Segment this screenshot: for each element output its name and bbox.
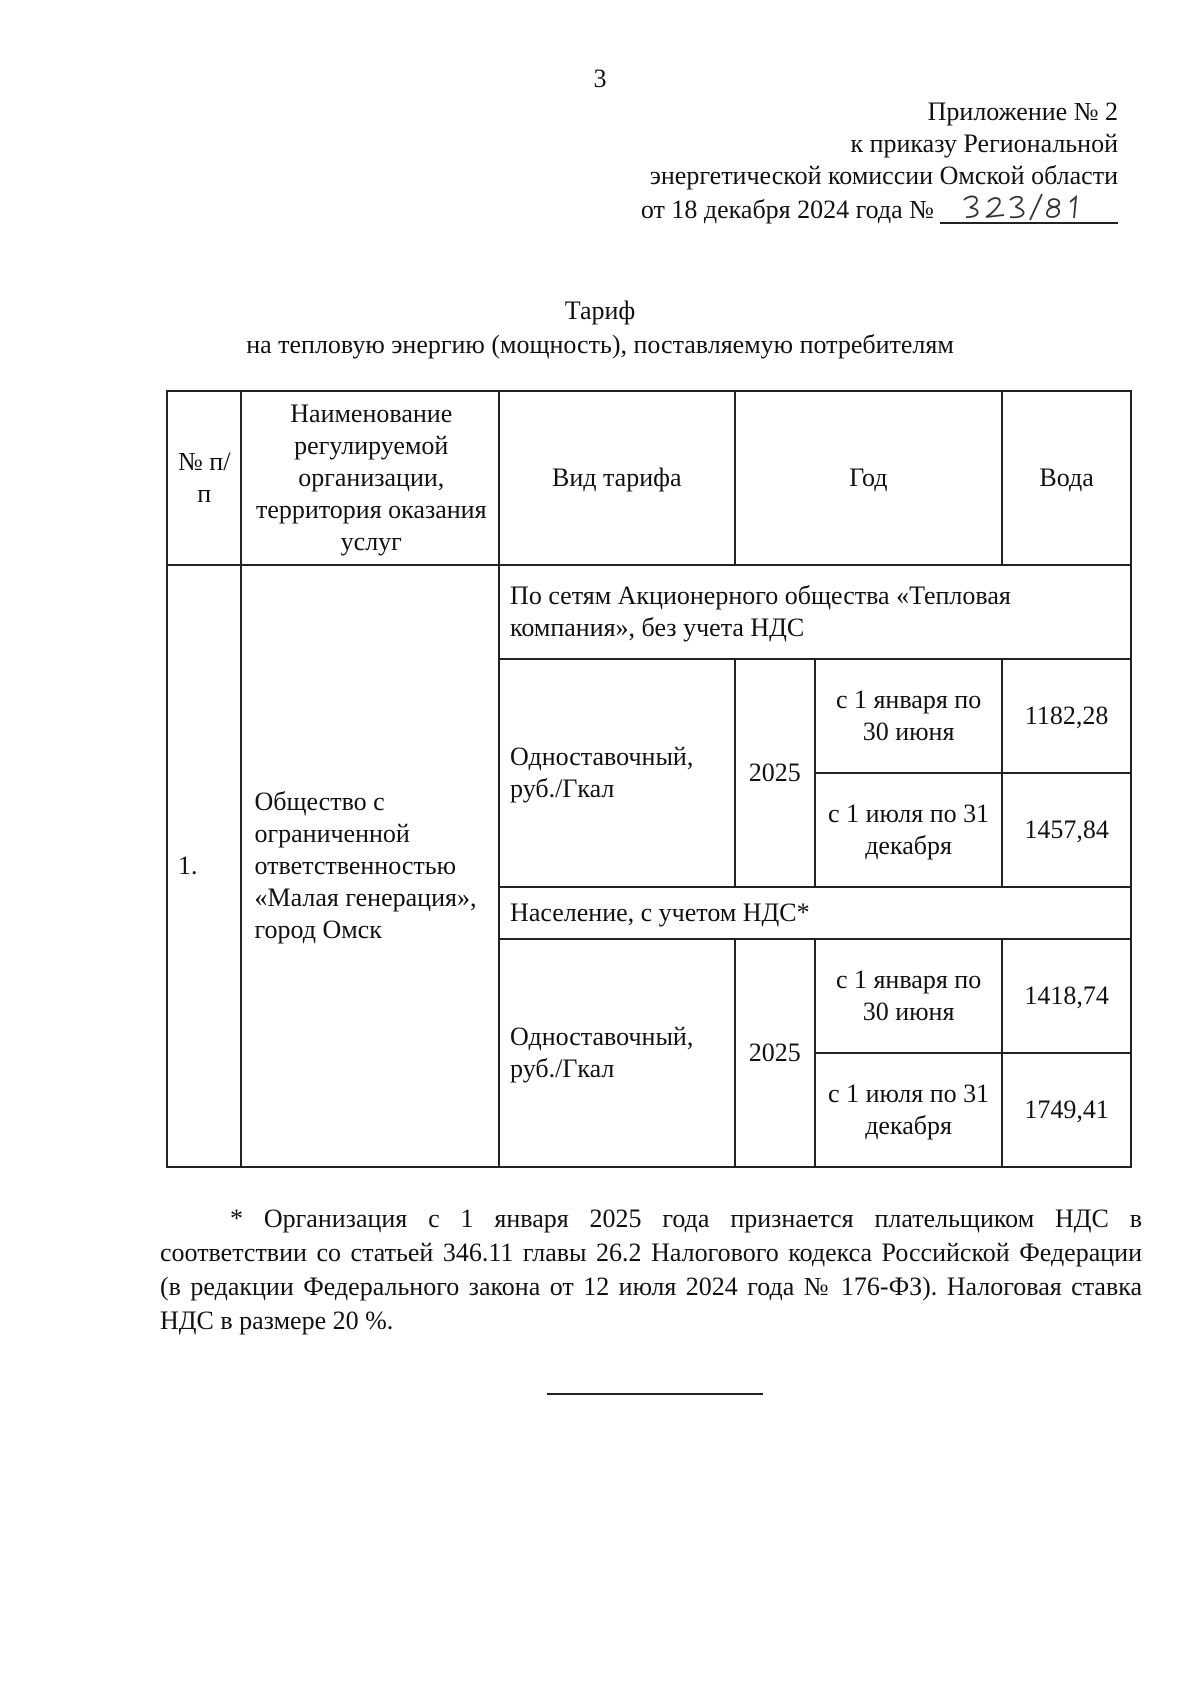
title-line-2: на тепловую энергию (мощность), поставляемую потребителям <box>246 330 954 359</box>
appendix-line-3: энергетической комиссии Омской области <box>649 161 1118 190</box>
table-header-row <box>167 391 1131 565</box>
tariff-period: с 1 января по 30 июня <box>815 939 1002 1053</box>
tariff-period: с 1 июля по 31 декабря <box>815 1053 1002 1167</box>
tariff-table <box>166 390 1132 1168</box>
header-num: № п/п <box>167 391 241 565</box>
end-divider <box>547 1393 763 1395</box>
appendix-line-1: Приложение № 2 <box>927 97 1118 126</box>
group-title: По сетям Акционерного общества «Тепловая компания», без учета НДС <box>499 565 1131 659</box>
appendix-line-2: к приказу Региональной <box>850 129 1118 158</box>
row-number: 1. <box>167 565 241 1167</box>
title-line-1: Тариф <box>564 296 636 325</box>
tariff-kind: Одноставочный, руб./Гкал <box>499 659 734 887</box>
tariff-kind: Одноставочный, руб./Гкал <box>499 939 734 1167</box>
tariff-value: 1457,84 <box>1002 773 1131 887</box>
document-title <box>0 294 1200 362</box>
tariff-value: 1749,41 <box>1002 1053 1131 1167</box>
appendix-line-4 <box>641 192 1118 226</box>
appendix-date-text: от 18 декабря 2024 года № <box>640 195 934 224</box>
tariff-year: 2025 <box>735 939 816 1167</box>
handwritten-order-number <box>958 190 1108 222</box>
tariff-value: 1418,74 <box>1002 939 1131 1053</box>
header-water: Вода <box>1002 391 1131 565</box>
footnote-text: * Организация с 1 января 2025 года признается плательщиком НДС в соответствии со статьей 346.11 главы 26.2 Налогового кодекса Российской Федерации (в редакции Федерального закона от 12 июля 2024 года № 176-ФЗ). Налоговая ставка НДС в размере 20 %. <box>160 1204 1142 1335</box>
tariff-period: с 1 января по 30 июня <box>815 659 1002 773</box>
group-title: Население, с учетом НДС* <box>499 887 1131 939</box>
footnote <box>160 1202 1142 1338</box>
header-year: Год <box>735 391 1003 565</box>
header-kind: Вид тарифа <box>499 391 734 565</box>
tariff-period: с 1 июля по 31 декабря <box>815 773 1002 887</box>
tariff-year: 2025 <box>735 659 816 887</box>
order-number-field <box>940 192 1118 224</box>
tariff-value: 1182,28 <box>1002 659 1131 773</box>
organization-name: Общество с ограниченной ответственностью «Малая генерация», город Омск <box>241 565 499 1167</box>
appendix-header <box>641 96 1118 226</box>
table-row <box>167 565 1131 659</box>
page-number: 3 <box>593 64 607 93</box>
header-org: Наименование регулируемой организации, территория оказания услуг <box>241 391 499 565</box>
